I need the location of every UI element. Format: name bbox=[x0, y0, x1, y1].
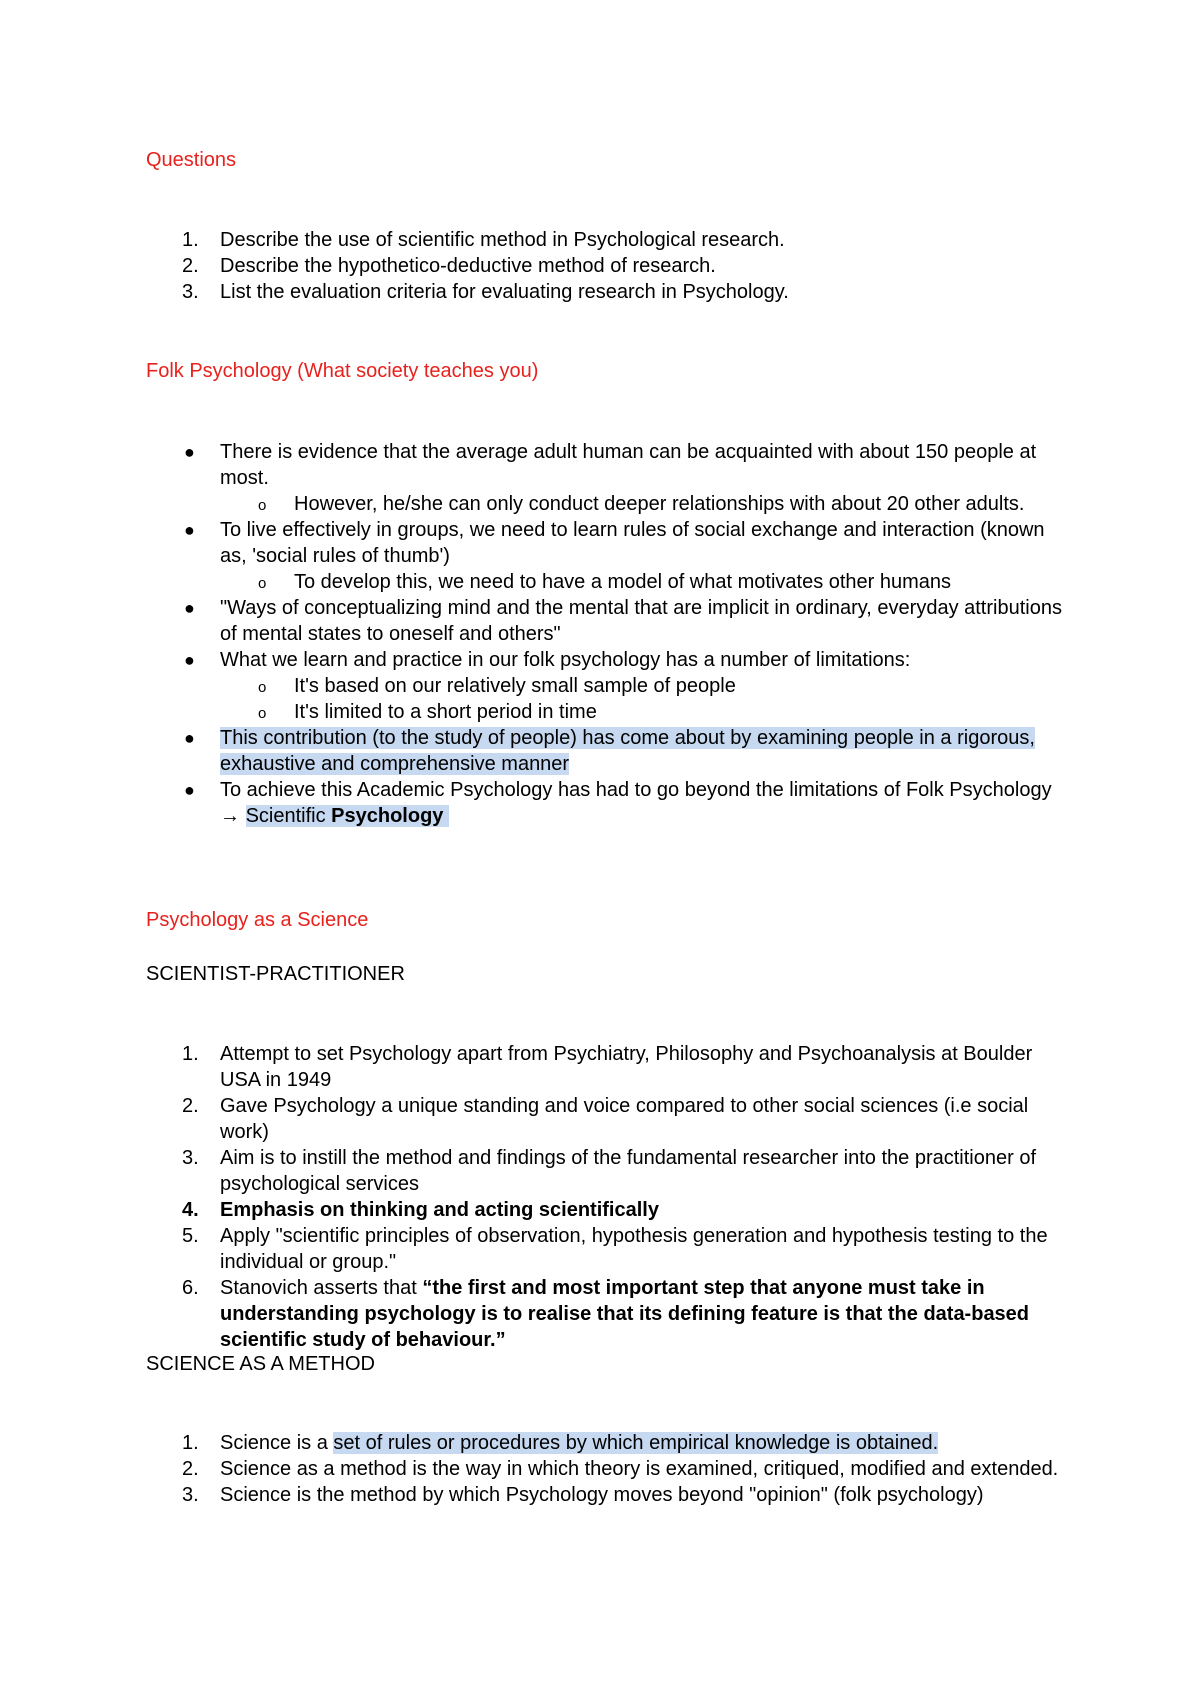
science-as-method-subheading: SCIENCE AS A METHOD bbox=[146, 1353, 375, 1375]
item-text: Emphasis on thinking and acting scientifically bbox=[220, 1199, 659, 1221]
item-text: Describe the hypothetico-deductive method of research. bbox=[220, 255, 716, 277]
bullet-icon: ● bbox=[184, 442, 195, 462]
item-text: To achieve this Academic Psychology has had to go beyond the limitations of Folk Psychology → bbox=[220, 779, 1052, 827]
list-item bbox=[0, 777, 1070, 829]
list-item bbox=[0, 1093, 1070, 1145]
list-item bbox=[0, 1456, 1070, 1482]
list-item bbox=[0, 253, 1070, 279]
item-text: "Ways of conceptualizing mind and the mental that are implicit in ordinary, everyday attributions of mental states to oneself and others" bbox=[220, 597, 1062, 645]
item-number: 5. bbox=[182, 1225, 199, 1247]
highlighted-text: This contribution (to the study of people) has come about by examining people in a rigorous, exhaustive and comprehensive manner bbox=[220, 727, 1035, 775]
list-item bbox=[0, 1275, 1070, 1353]
circle-bullet-icon: o bbox=[258, 497, 267, 514]
item-number: 1. bbox=[182, 1043, 199, 1065]
list-item bbox=[0, 1041, 1070, 1093]
item-text: It's based on our relatively small sample of people bbox=[294, 675, 736, 697]
folk-psychology-heading: Folk Psychology (What society teaches you) bbox=[146, 360, 539, 382]
bullet-icon: ● bbox=[184, 780, 195, 800]
list-item bbox=[0, 279, 1070, 305]
item-text: Science as a method is the way in which theory is examined, critiqued, modified and extended. bbox=[220, 1458, 1059, 1480]
item-number: 1. bbox=[182, 1432, 199, 1454]
science-as-method-list bbox=[0, 1430, 1070, 1508]
sub-list-item bbox=[0, 673, 1070, 699]
item-number: 6. bbox=[182, 1277, 199, 1299]
list-item bbox=[0, 439, 1070, 491]
item-text: However, he/she can only conduct deeper relationships with about 20 other adults. bbox=[294, 493, 1025, 515]
item-number: 3. bbox=[182, 281, 199, 303]
item-text: Aim is to instill the method and findings of the fundamental researcher into the practitioner of psychological services bbox=[220, 1147, 1037, 1195]
list-item bbox=[0, 1430, 1070, 1456]
highlighted-text bbox=[246, 805, 449, 827]
item-text: Science is the method by which Psychology moves beyond "opinion" (folk psychology) bbox=[220, 1484, 984, 1506]
circle-bullet-icon: o bbox=[258, 575, 267, 592]
item-number: 3. bbox=[182, 1147, 199, 1169]
bold-quote: “the first and most important step that anyone must take in understanding psychology is to realise that its defining feature is that the data-based scientific study of behaviour.” bbox=[220, 1277, 1030, 1351]
item-text: Attempt to set Psychology apart from Psychiatry, Philosophy and Psychoanalysis at Boulder USA in 1949 bbox=[220, 1043, 1033, 1091]
highlighted-word: Scientific bbox=[245, 805, 332, 827]
circle-bullet-icon: o bbox=[258, 705, 267, 722]
folk-psychology-list bbox=[0, 439, 1070, 829]
scientist-practitioner-subheading: SCIENTIST-PRACTITIONER bbox=[146, 963, 405, 985]
sub-list-item bbox=[0, 491, 1070, 517]
bullet-icon: ● bbox=[184, 728, 195, 748]
item-text: Apply "scientific principles of observation, hypothesis generation and hypothesis testing to the individual or group." bbox=[220, 1225, 1048, 1273]
list-item bbox=[0, 227, 1070, 253]
sub-list-item bbox=[0, 699, 1070, 725]
item-number: 2. bbox=[182, 1458, 199, 1480]
item-number: 3. bbox=[182, 1484, 199, 1506]
item-text: To develop this, we need to have a model of what motivates other humans bbox=[294, 571, 952, 593]
list-item bbox=[0, 647, 1070, 673]
item-text: Describe the use of scientific method in Psychological research. bbox=[220, 229, 785, 251]
list-item bbox=[0, 517, 1070, 569]
item-number: 2. bbox=[182, 1095, 199, 1117]
bullet-icon: ● bbox=[184, 520, 195, 540]
list-item bbox=[0, 1145, 1070, 1197]
item-number: 1. bbox=[182, 229, 199, 251]
item-text: Stanovich asserts that bbox=[220, 1277, 423, 1299]
item-text: Gave Psychology a unique standing and voice compared to other social sciences (i.e social work) bbox=[220, 1095, 1029, 1143]
item-number: 2. bbox=[182, 255, 199, 277]
highlighted-text: set of rules or procedures by which empirical knowledge is obtained. bbox=[333, 1432, 939, 1454]
questions-list bbox=[0, 227, 1070, 305]
questions-heading: Questions bbox=[146, 149, 237, 171]
list-item bbox=[0, 1223, 1070, 1275]
sub-list-item bbox=[0, 569, 1070, 595]
list-item bbox=[0, 595, 1070, 647]
bullet-icon: ● bbox=[184, 650, 195, 670]
bullet-icon: ● bbox=[184, 598, 195, 618]
item-text: To live effectively in groups, we need to learn rules of social exchange and interaction (known as, 'social rules of thumb') bbox=[220, 519, 1045, 567]
item-text: Science is a bbox=[220, 1432, 334, 1454]
item-text: What we learn and practice in our folk psychology has a number of limitations: bbox=[220, 649, 911, 671]
list-item bbox=[0, 1197, 1070, 1223]
bold-word: Psychology bbox=[331, 805, 444, 827]
circle-bullet-icon: o bbox=[258, 679, 267, 696]
list-item bbox=[0, 725, 1070, 777]
item-text: It's limited to a short period in time bbox=[294, 701, 597, 723]
list-item bbox=[0, 1482, 1070, 1508]
item-text: List the evaluation criteria for evaluating research in Psychology. bbox=[220, 281, 789, 303]
item-text: There is evidence that the average adult human can be acquainted with about 150 people at most. bbox=[220, 441, 1037, 489]
scientist-practitioner-list bbox=[0, 1041, 1070, 1353]
item-number: 4. bbox=[182, 1199, 199, 1221]
psychology-as-science-heading: Psychology as a Science bbox=[146, 909, 369, 931]
